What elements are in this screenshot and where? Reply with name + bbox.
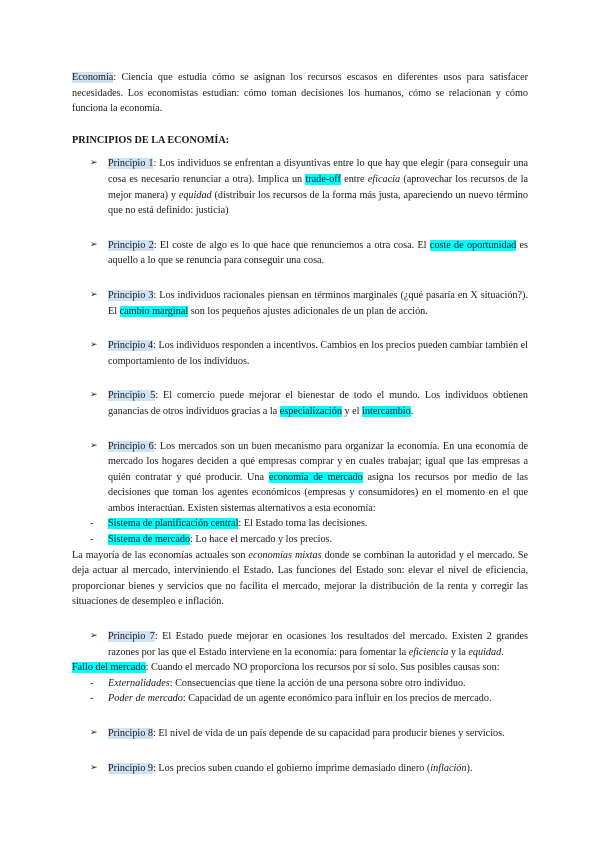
term-poder-mercado: Poder de mercado xyxy=(108,693,183,705)
list-item-text: : Lo hace el mercado y los precios. xyxy=(190,534,333,546)
term-coste-oportunidad: coste de oportunidad xyxy=(429,239,517,251)
principle-9-text-a: : Los precios suben cuando el gobierno imprime demasiado dinero ( xyxy=(153,762,431,774)
list-item xyxy=(72,676,528,692)
principle-8-text-a: : El nivel de vida de un país depende de su capacidad para producir bienes y servicios. xyxy=(153,728,505,739)
fallo-paragraph xyxy=(72,660,528,676)
dash-bullet: - xyxy=(90,693,94,705)
principle-7-text-c: . xyxy=(501,646,504,658)
principle-4-text-a: : Los individuos responden a incentivos. Cambios en los precios pueden cambiar también el comportamiento de los individuos. xyxy=(108,340,528,367)
principle-1-text-c: (aprovechar los recursos de la mejor manera) y xyxy=(108,173,528,201)
principle-2-text-b: es aquello a lo que se renuncia para conseguir una cosa. xyxy=(108,239,528,267)
list-item xyxy=(72,691,528,707)
arrow-bullet-icon: ➢ xyxy=(90,440,98,451)
term-externalidades: Externalidades xyxy=(108,677,170,689)
term-cambio-marginal: cambio marginal xyxy=(119,305,189,317)
principle-3-text-b: son los pequeños ajustes adicionales de un plan de acción. xyxy=(188,305,428,317)
arrow-bullet-icon: ➢ xyxy=(90,289,98,300)
principle-8-label: Principio 8 xyxy=(108,728,153,739)
arrow-bullet-icon: ➢ xyxy=(90,390,98,401)
principle-8 xyxy=(72,726,528,742)
principle-4-label: Principio 4 xyxy=(108,340,154,352)
term-inflacion: inflación xyxy=(430,762,467,774)
list-item-text: : El Estado toma las decisiones. xyxy=(238,518,368,530)
section-heading: PRINCIPIOS DE LA ECONOMÍA: xyxy=(72,134,230,146)
principle-7 xyxy=(72,629,528,660)
term-especializacion: especialización xyxy=(279,405,342,417)
list-item-text: : Capacidad de un agente económico para influir en los precios de mercado. xyxy=(182,693,492,705)
principle-5 xyxy=(72,388,528,419)
principle-2-text-a: : El coste de algo es lo que hace que renunciemos a otra cosa. El xyxy=(153,239,430,251)
intro-paragraph xyxy=(72,70,528,117)
principle-5-label: Principio 5 xyxy=(108,390,156,402)
dash-bullet: - xyxy=(90,534,94,546)
principle-3 xyxy=(72,288,528,319)
principle-6-text-a: : Los mercados son un buen mecanismo para organizar la economía. En una economía de mercado los hogares deciden a qué empresas comprar y en cuales trabajar; igual que las empresas a quién contratar y qué producir. Una xyxy=(108,440,528,483)
document-page xyxy=(72,70,528,776)
term-eficiencia: eficiencia xyxy=(408,646,449,658)
term-fallo-mercado: Fallo del mercado xyxy=(72,662,146,674)
principle-1 xyxy=(72,156,528,218)
term-economia-mercado: economía de mercado xyxy=(268,471,363,483)
mixtas-text-a: La mayoría de las economías actuales son xyxy=(72,549,249,561)
term-trade-off: trade-off xyxy=(305,173,341,185)
mixtas-paragraph xyxy=(72,548,528,610)
arrow-bullet-icon: ➢ xyxy=(90,762,98,773)
fallo-text: : Cuando el mercado NO proporciona los recursos por sí solo. Sus posibles causas son: xyxy=(145,662,500,674)
term-economias-mixtas: economías mixtas xyxy=(248,549,322,561)
term-equidad-2: equidad xyxy=(468,646,502,658)
principle-9-label: Principio 9 xyxy=(108,762,153,774)
arrow-bullet-icon: ➢ xyxy=(90,631,98,642)
principle-3-text-a: : Los individuos racionales piensan en términos marginales (¿qué pasaría en X situación?). El xyxy=(108,289,528,317)
arrow-bullet-icon: ➢ xyxy=(90,728,98,738)
principle-9-text-b: ). xyxy=(466,762,473,774)
principle-1-text-b: entre xyxy=(340,173,368,185)
principle-3-label: Principio 3 xyxy=(108,289,154,301)
principle-6 xyxy=(72,439,528,517)
list-item xyxy=(72,532,528,548)
principle-5-text-a: : El comercio puede mejorar el bienestar de todo el mundo. Los individuos obtienen ganancias de otros individuos gracias a la xyxy=(108,390,528,417)
mixtas-text-b: donde se combinan la autoridad y el mercado. Se deja actuar al mercado, interviniendo el Estado. Las funciones del Estado son: elevar el nivel de eficiencia, proporcionar bienes y servicios que no facilita el mercado, mejorar la distribución de la renta y corregir las situaciones de desempleo e inflación. xyxy=(72,549,528,608)
principle-6-label: Principio 6 xyxy=(108,440,154,452)
term-eficacia: eficacia xyxy=(367,173,401,185)
arrow-bullet-icon: ➢ xyxy=(90,239,98,250)
principle-7-label: Principio 7 xyxy=(108,631,155,643)
principle-2 xyxy=(72,238,528,269)
dash-bullet: - xyxy=(90,677,94,689)
principle-9 xyxy=(72,761,528,777)
principle-5-text-b: y el xyxy=(341,405,363,417)
principle-4 xyxy=(72,338,528,369)
principle-5-text-c: . xyxy=(410,405,414,417)
principle-1-text-d: (distribuir los recursos de la forma más justa, apareciendo un nuevo término que no está definido: justicia) xyxy=(108,189,528,217)
principle-1-label: Principio 1 xyxy=(108,158,154,170)
dash-bullet: - xyxy=(90,518,94,530)
principle-2-label: Principio 2 xyxy=(108,239,154,251)
list-item xyxy=(72,516,528,532)
principle-6-text-b: asigna los recursos por medio de las decisiones que toman los agentes económicos (empresas y consumidores) en el momento en el que ambos interactúan. Existen sistemas alternativos a esta economía: xyxy=(108,471,528,514)
list-item-text: : Consecuencias que tiene la acción de una persona sobre otro individuo. xyxy=(169,677,466,689)
intro-text: : Ciencia que estudia cómo se asignan los recursos escasos en diferentes usos para satisfacer necesidades. Los economistas estudian: cómo toman decisiones los humanos, cómo se relacionan y cómo funciona la economía. xyxy=(72,72,528,115)
term-economia: Economía xyxy=(72,72,114,83)
arrow-bullet-icon: ➢ xyxy=(90,340,98,351)
principle-1-text-a: : Los individuos se enfrentan a disyuntivas entre lo que hay que elegir (para conseguir una cosa es necesario renunciar a otra). Implica un xyxy=(108,158,528,185)
principle-7-text-a: : El Estado puede mejorar en ocasiones los resultados del mercado. Existen 2 grandes razones por las que el Estado interviene en la economía: para fomentar la xyxy=(108,631,528,658)
principle-7-text-b: y la xyxy=(448,646,469,658)
arrow-bullet-icon: ➢ xyxy=(90,158,98,169)
term-equidad: equidad xyxy=(178,189,212,201)
term-sistema-mercado: Sistema de mercado xyxy=(108,534,191,546)
term-planificacion-central: Sistema de planificación central xyxy=(108,518,239,530)
term-intercambio: intercambio xyxy=(362,405,411,417)
